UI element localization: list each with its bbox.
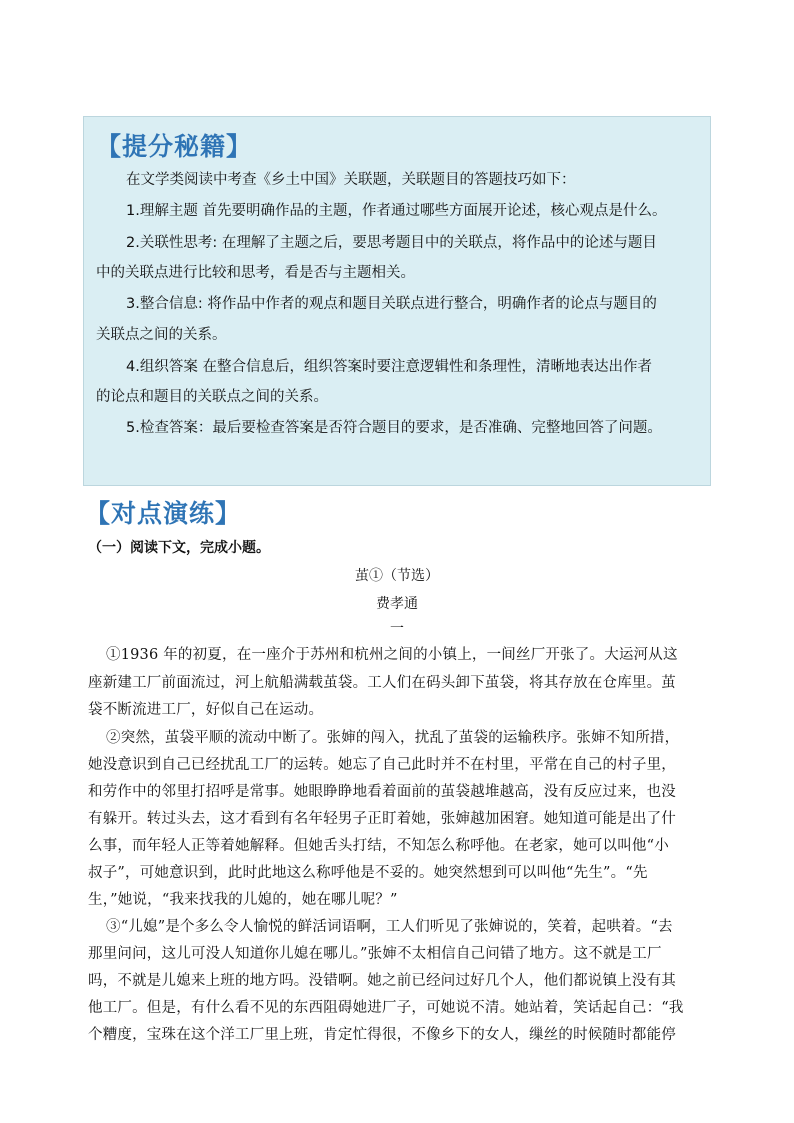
article-line: ①1936 年的初夏，在一座介于苏州和杭州之间的小镇上，一间丝厂开张了。大运河从这 [106, 647, 678, 663]
article-line: 叔子”，可她意识到，此时此地这么称呼他是不妥的。她突然想到可以叫他“先生”。“先 [88, 865, 648, 881]
article-line: 和劳作中的邻里打招呼是常事。她眼睁睁地看着面前的茧袋越堆越高，没有反应过来，也没 [88, 784, 676, 800]
article-line: 个糟度，宝珠在这个洋工厂里上班，肯定忙得很，不像乡下的女人，缫丝的时候随时都能停 [88, 1027, 676, 1043]
tips-item-2: 2.关联性思考: 在理解了主题之后，要思考题目中的关联点，将作品中的论述与题目 [126, 235, 657, 251]
article-line: ②突然，茧袋平顺的流动中断了。张婶的闯入，扰乱了茧袋的运输秩序。张婶不知所措， [106, 730, 680, 746]
article-line: 座新建工厂前面流过，河上航船满载茧袋。工人们在码头卸下茧袋，将其存放在仓库里。茧 [88, 675, 676, 691]
article-author: 费孝通 [376, 596, 418, 612]
article-part-number: 一 [390, 621, 404, 637]
tips-item-3: 3.整合信息: 将作品中作者的观点和题目关联点进行整合，明确作者的论点与题目的 [126, 296, 657, 312]
article-line: ③“儿媳”是个多么令人愉悦的鲜活词语啊，工人们听见了张婶说的，笑着，起哄着。“去 [106, 919, 673, 935]
tips-box [83, 116, 711, 486]
tips-item-1: 1.理解主题 首先要明确作品的主题，作者通过哪些方面展开论述，核心观点是什么。 [126, 203, 667, 219]
practice-title: 【对点演练】 [85, 499, 242, 528]
article-line: 袋不断流进工厂，好似自己在运动。 [88, 702, 324, 718]
tips-item-4: 4.组织答案 在整合信息后，组织答案时要注意逻辑性和条理性，清晰地表达出作者 [126, 359, 652, 375]
tips-intro: 在文学类阅读中考查《乡土中国》关联题，关联题目的答题技巧如下： [126, 172, 576, 188]
article-line: 那里问问，这儿可没人知道你儿媳在哪儿。”张婶不太相信自己问错了地方。这不就是工厂 [88, 946, 662, 962]
article-line: 有躲开。转过头去，这才看到有名年轻男子正盯着她，张婶越加困窘。她知道可能是出了什 [88, 811, 676, 827]
tips-item-5: 5.检查答案：最后要检查答案是否符合题目的要求，是否准确、完整地回答了问题。 [126, 420, 662, 436]
article-title: 茧①（节选） [355, 568, 439, 584]
article-line: 他工厂。但是，有什么看不见的东西阻碍她进厂子，可她说不清。她站着，笑话起自己：“我 [88, 1000, 684, 1016]
practice-instruction: （一）阅读下文，完成小题。 [88, 540, 270, 556]
tips-title: 【提分秘籍】 [96, 132, 253, 161]
tips-item-4-cont: 的论点和题目的关联点之间的关系。 [96, 389, 328, 405]
article-line: 她没意识到自己已经扰乱工厂的运转。她忘了自己此时并不在村里，平常在自己的村子里， [88, 757, 676, 773]
article-line: 生，”她说，“我来找我的儿媳的，她在哪儿呢？” [88, 892, 398, 908]
tips-item-3-cont: 关联点之间的关系。 [96, 327, 227, 343]
article-line: 吗，不就是儿媳来上班的地方吗。没错啊。她之前已经问过好几个人，他们都说镇上没有其 [88, 973, 676, 989]
article-line: 么事，而年轻人正等着她解释。但她舌头打结，不知怎么称呼他。在老家，她可以叫他“小 [88, 838, 669, 854]
tips-item-2-cont: 中的关联点进行比较和思考，看是否与主题相关。 [96, 265, 415, 281]
